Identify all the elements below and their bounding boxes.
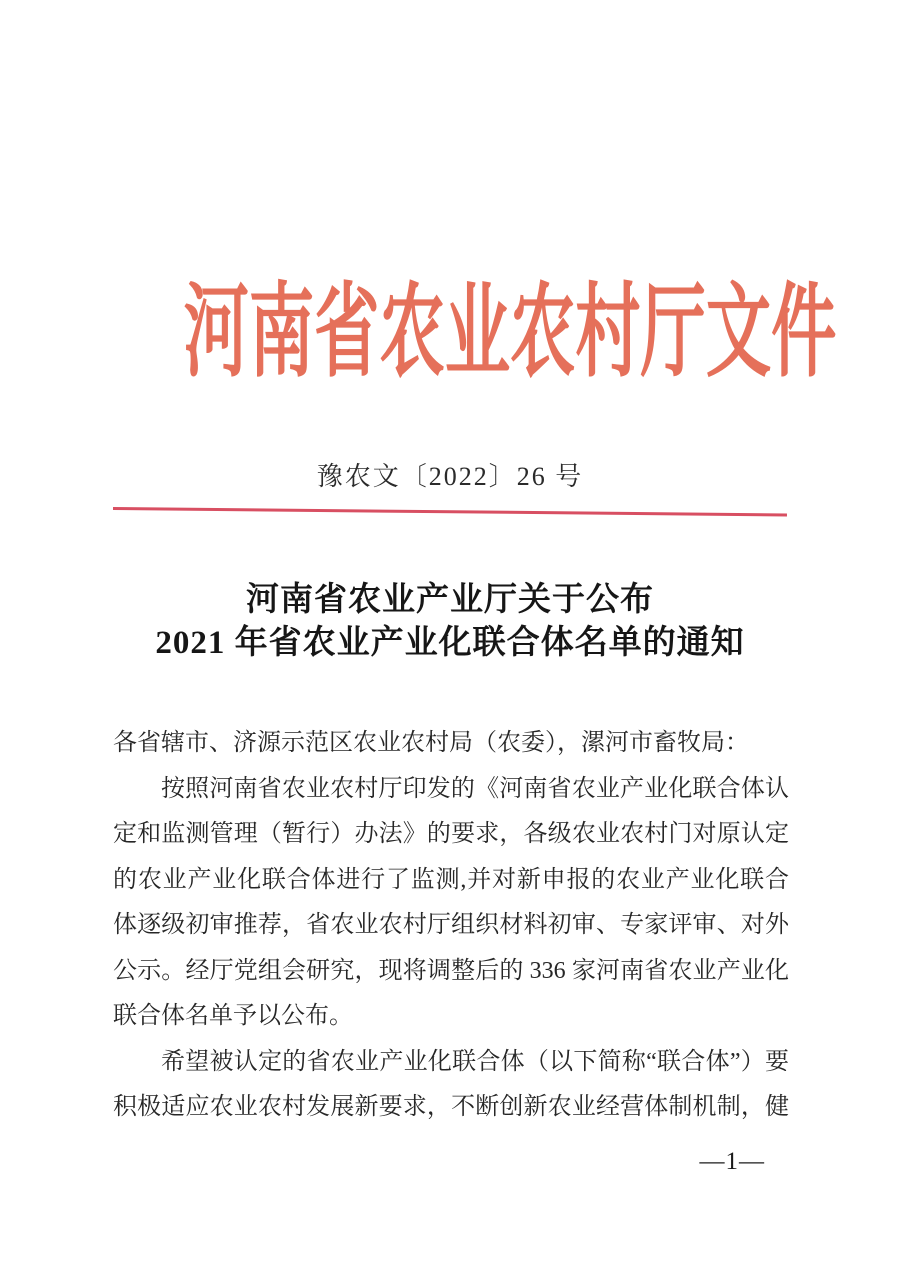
red-divider-rule: [113, 507, 787, 516]
body-line: 体逐级初审推荐，省农业农村厅组织材料初审、专家评审、对外: [113, 912, 789, 938]
notice-title: [113, 579, 787, 665]
salutation-line: 各省辖市、济源示范区农业农村局（农委），漯河市畜牧局：: [113, 730, 749, 756]
body-line: 定和监测管理（暂行）办法》的要求，各级农业农村门对原认定: [113, 821, 789, 847]
agency-header-text: 河南省农业农村厅文件: [183, 277, 837, 390]
body-line: 的农业产业化联合体进行了监测,并对新申报的农业产业化联合: [113, 866, 789, 893]
document-number: 豫农文〔2022〕26 号: [316, 462, 584, 491]
body-line: 希望被认定的省农业产业化联合体（以下简称“联合体”）要: [161, 1048, 789, 1075]
notice-body: [113, 721, 789, 1131]
body-line: 按照河南省农业农村厅印发的《河南省农业产业化联合体认: [161, 775, 789, 802]
body-line: 积极适应农业农村发展新要求，不断创新农业经营体制机制，健: [113, 1094, 789, 1120]
body-line: 公示。经厅党组会研究，现将调整后的 336 家河南省农业产业化: [113, 957, 789, 984]
agency-header: [0, 276, 900, 392]
body-line: 联合体名单予以公布。: [113, 1003, 353, 1029]
notice-title-line1: 河南省农业产业厅关于公布: [246, 582, 654, 618]
notice-title-line2: 2021 年省农业产业化联合体名单的通知: [155, 625, 745, 661]
page-number: —1—: [699, 1148, 765, 1175]
